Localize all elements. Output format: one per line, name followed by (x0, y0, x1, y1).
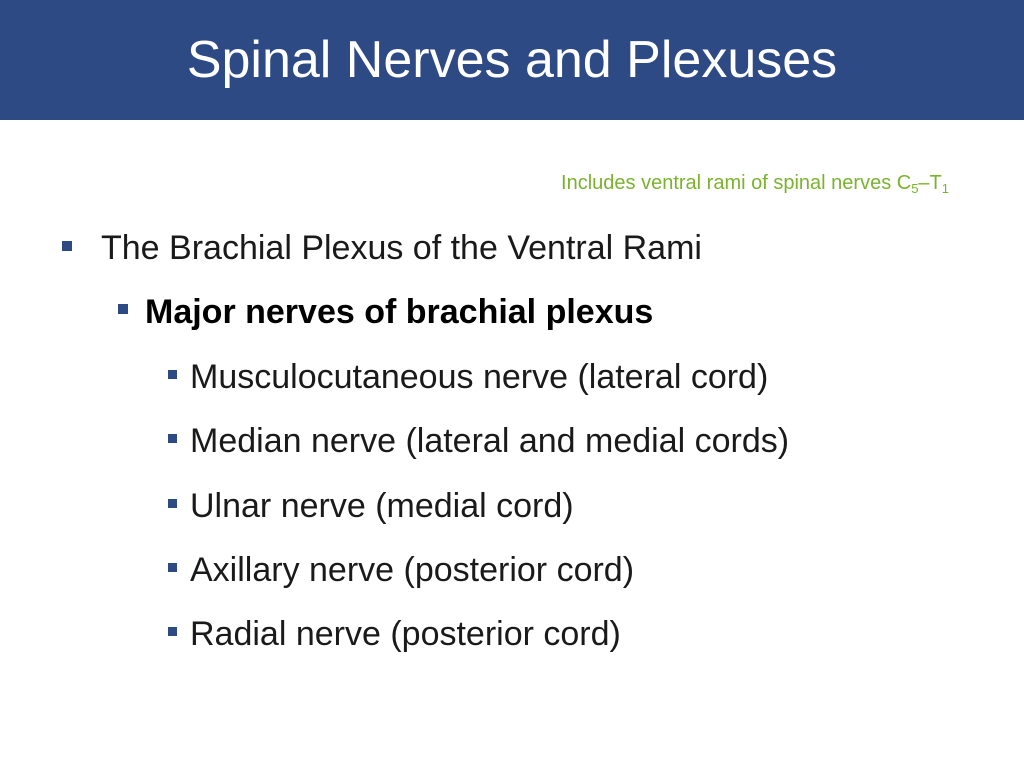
note-subscript-5: 5 (911, 181, 919, 196)
square-bullet-icon (62, 241, 72, 251)
note-dash-t: –T (918, 172, 942, 194)
bullet-level1-text: The Brachial Plexus of the Ventral Rami (101, 229, 702, 267)
square-bullet-icon (118, 304, 128, 314)
list-item-text: Ulnar nerve (medial cord) (190, 487, 574, 525)
list-item (168, 548, 634, 592)
list-item-text: Median nerve (lateral and medial cords) (190, 422, 790, 460)
bullet-level2 (118, 290, 653, 334)
bullet-level1 (62, 226, 702, 270)
bullet-level2-text: Major nerves of brachial plexus (145, 293, 654, 331)
list-item-text: Musculocutaneous nerve (lateral cord) (190, 358, 769, 396)
note-text: Includes ventral rami of spinal nerves C (561, 172, 912, 194)
list-item (168, 419, 789, 463)
list-item-text: Radial nerve (posterior cord) (190, 615, 621, 653)
note-subscript-1: 1 (941, 181, 949, 196)
list-item-text: Axillary nerve (posterior cord) (190, 551, 635, 589)
list-item (168, 484, 574, 528)
square-bullet-icon (168, 627, 177, 636)
square-bullet-icon (168, 499, 177, 508)
square-bullet-icon (168, 434, 177, 443)
list-item (168, 355, 768, 399)
square-bullet-icon (168, 563, 177, 572)
list-item (168, 612, 621, 656)
title-bar (0, 0, 1024, 120)
slide-title: Spinal Nerves and Plexuses (186, 31, 838, 89)
subtitle-note (561, 170, 949, 196)
square-bullet-icon (168, 370, 177, 379)
